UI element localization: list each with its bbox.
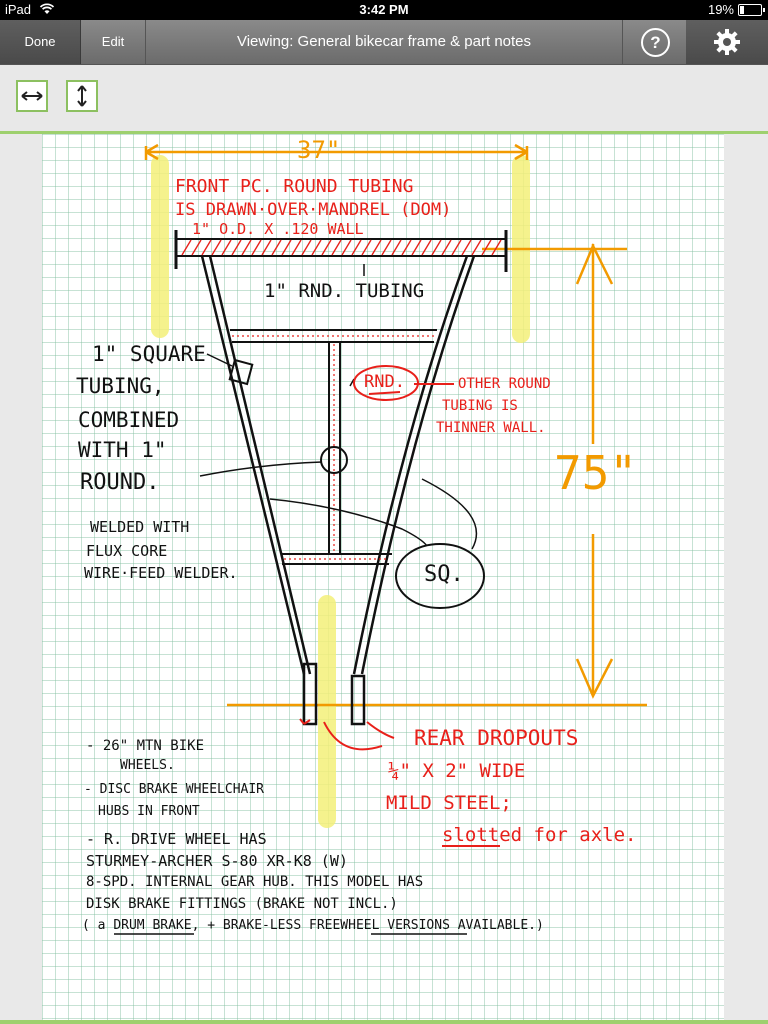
battery-icon [738,4,762,16]
done-button[interactable]: Done [0,20,81,64]
device-label: iPad [5,2,32,17]
drum-brake-text: DRUM BRAKE [113,918,192,933]
vertical-arrows-icon [70,84,94,108]
rear-dropouts-note-2: ¼" X 2" WIDE [388,760,526,782]
front-tube-note-2: IS DRAWN·OVER·MANDREL (DOM) [175,200,452,220]
page-title: Viewing: General bikecar frame & part notes [236,33,532,50]
round-label: RND. [364,372,405,392]
help-button[interactable] [622,20,686,64]
status-right [708,2,762,17]
list-item-2b: HUBS IN FRONT [98,804,200,819]
list-item-3c: 8-SPD. INTERNAL GEAR HUB. THIS MODEL HAS [86,874,424,890]
edit-button[interactable]: Edit [81,20,146,64]
horizontal-arrows-icon [20,84,44,108]
other-tubing-note-3: THINNER WALL. [436,420,546,436]
fit-width-button[interactable] [16,80,48,112]
for-axle-text: for axle. [522,824,637,846]
clock: 3:42 PM [359,2,409,17]
freewheel-text: FREEWHEEL [309,918,380,933]
welded-note-3: WIRE·FEED WELDER. [84,564,238,582]
toolbar [0,65,768,134]
width-dimension: 37" [297,136,341,164]
rear-dropouts-note-1: REAR DROPOUTS [414,726,579,750]
navigation-bar [0,20,768,65]
front-tube-note-3: 1" O.D. X .120 WALL [192,220,364,238]
square-tube-note-3: COMBINED [78,408,180,432]
list-item-3e-e: VERSIONS AVAILABLE.) [379,918,544,933]
square-tube-note-1: 1" SQUARE [92,342,206,366]
settings-button[interactable] [686,20,768,64]
help-icon: ? [641,28,670,57]
square-label: SQ. [424,562,464,587]
gear-icon [713,28,741,56]
fit-height-button[interactable] [66,80,98,112]
list-item-3a: - R. DRIVE WHEEL HAS [86,830,267,848]
battery-percent: 19% [707,2,734,17]
bottom-accent-bar [0,1020,768,1024]
other-tubing-note-2: TUBING IS [442,398,518,414]
list-item-3e-a: ( a [82,918,114,933]
slotted-word: slotted [442,824,523,846]
list-item-3e [82,918,544,933]
list-item-3e-c: , + BRAKE-LESS [191,918,309,933]
note-page[interactable] [42,134,724,1020]
list-item-3d: DISK BRAKE FITTINGS (BRAKE NOT INCL.) [86,896,398,912]
welded-note-2: FLUX CORE [86,542,168,560]
other-tubing-note-1: OTHER ROUND [458,376,551,392]
square-tube-note-2: TUBING, [76,374,165,398]
front-tube-note-1: FRONT PC. ROUND TUBING [175,176,414,197]
list-item-1a: - 26" MTN BIKE [86,738,205,754]
rear-dropouts-note-3: MILD STEEL; [386,792,512,814]
list-item-3b: STURMEY-ARCHER S-80 XR-K8 (W) [86,852,348,870]
welded-note-1: WELDED WITH [90,518,190,536]
square-tube-note-4: WITH 1" [78,438,167,462]
list-item-2a: - DISC BRAKE WHEELCHAIR [84,782,265,797]
list-item-1b: WHEELS. [120,758,175,773]
length-dimension: 75" [554,446,638,500]
status-bar [0,0,768,20]
round-tubing-note: 1" RND. TUBING [264,280,425,302]
square-tube-note-5: ROUND. [80,470,160,495]
rear-dropouts-note-4 [442,824,636,846]
